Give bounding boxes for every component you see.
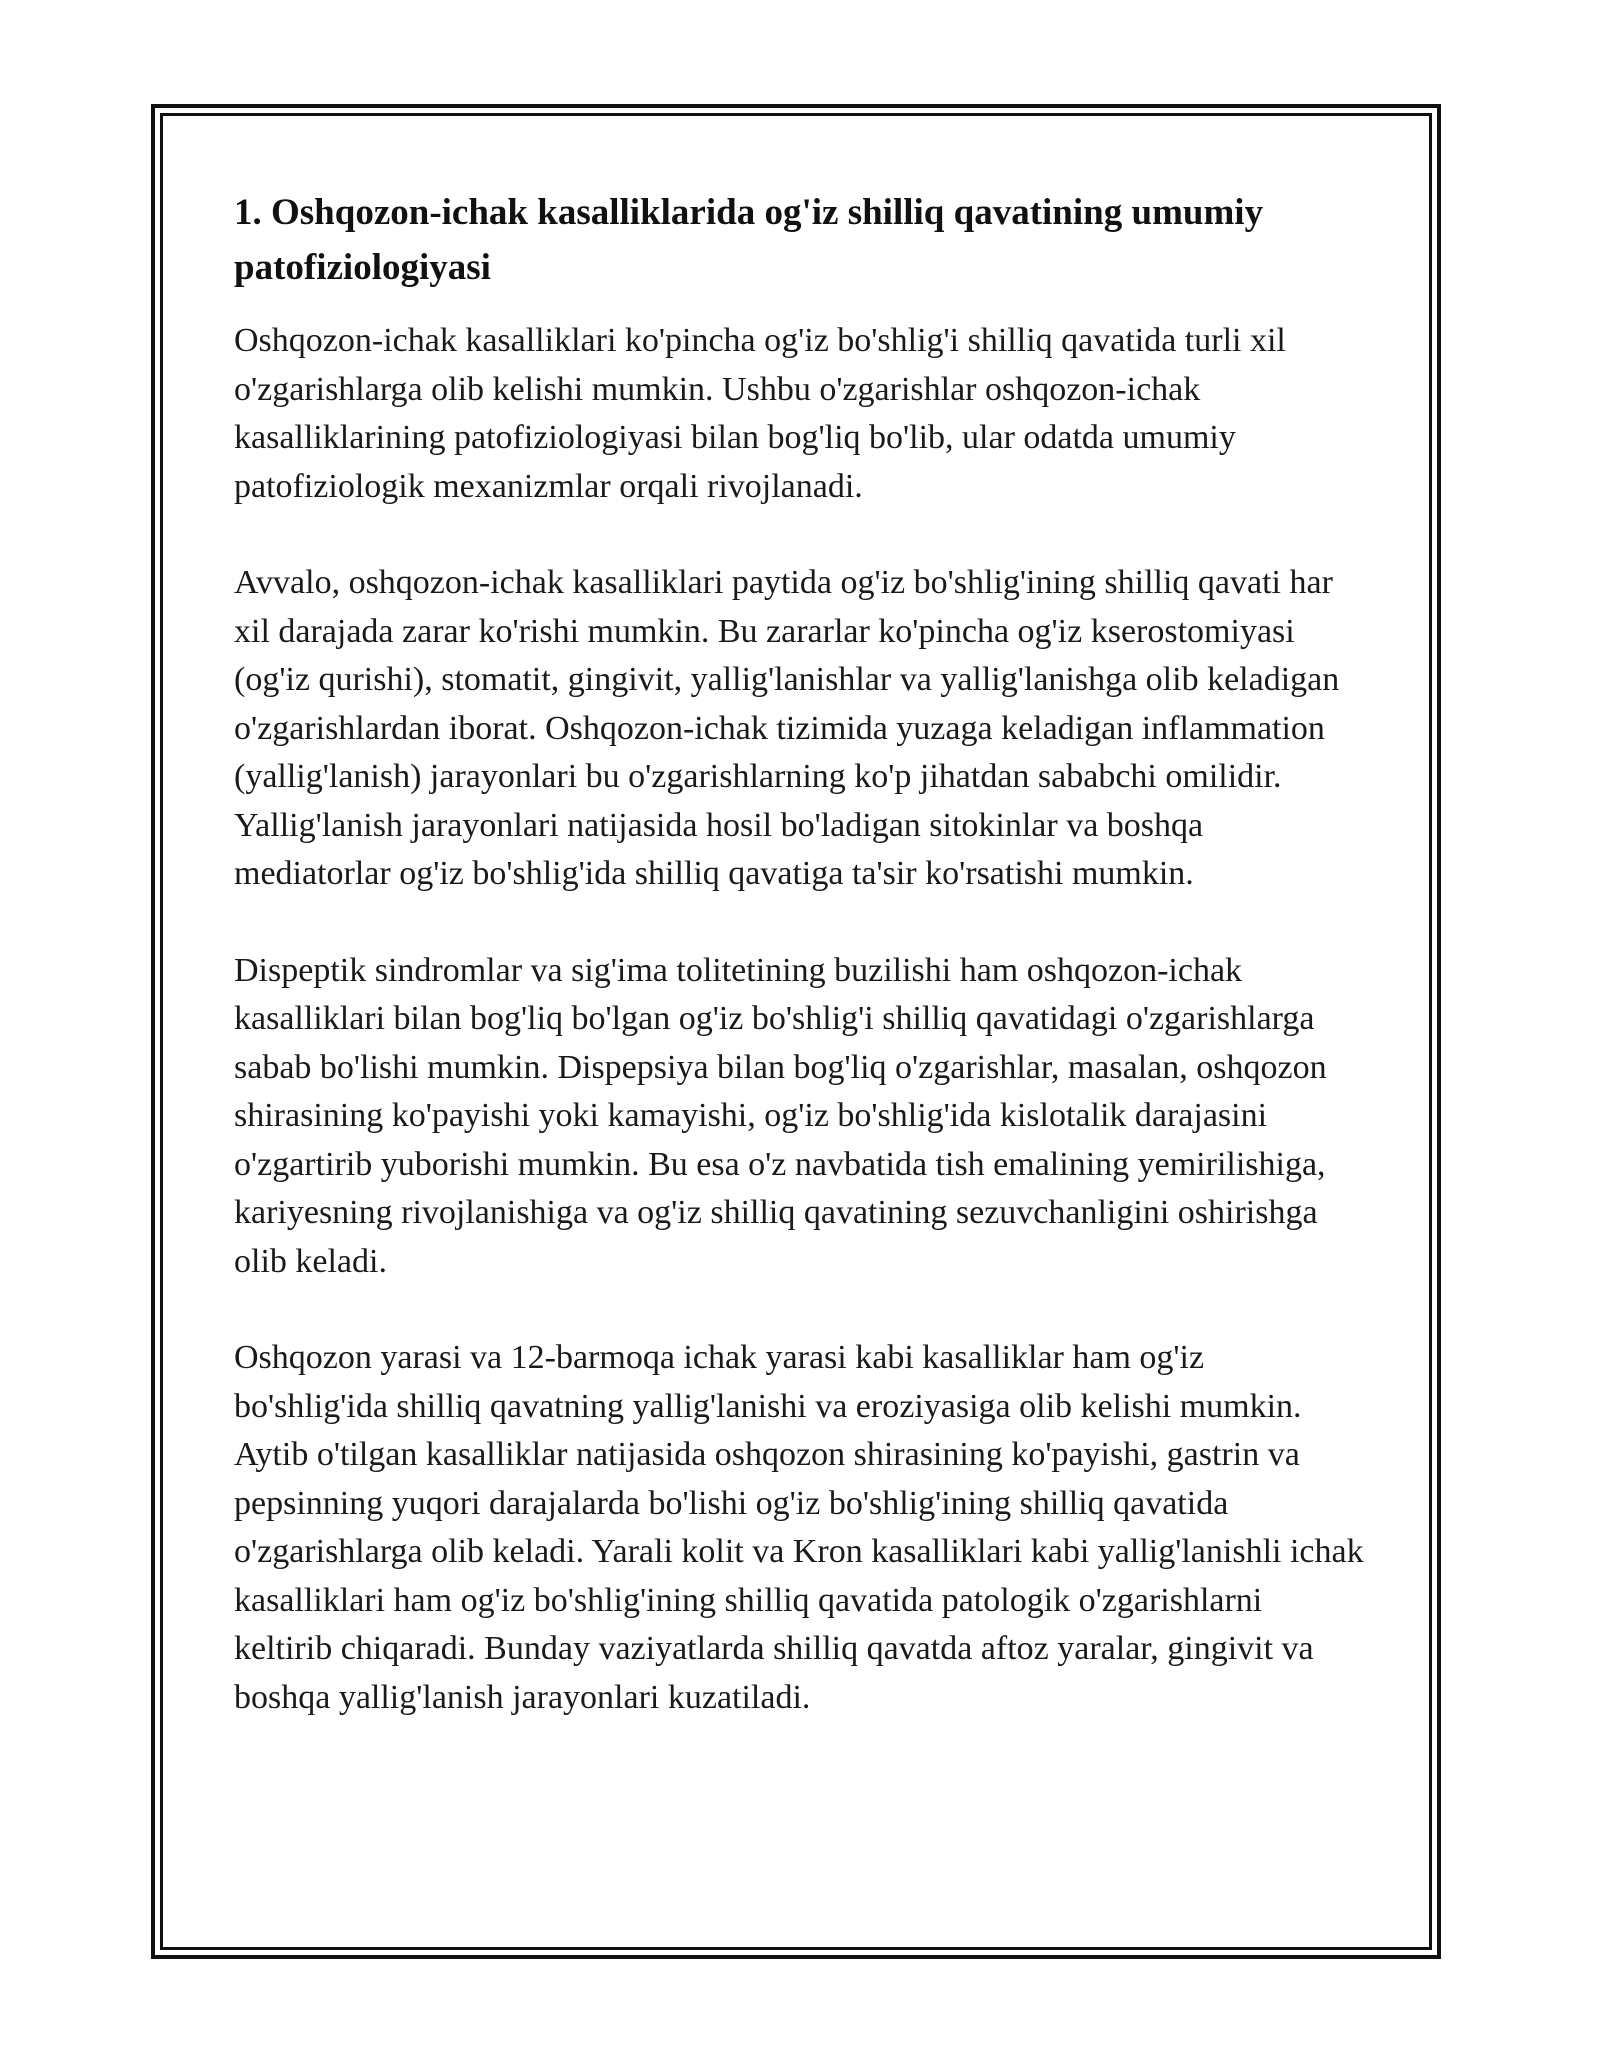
- section-heading: 1. Oshqozon-ichak kasalliklarida og'iz shilliq qavatining umumiy patofiziologiyasi: [234, 192, 1264, 288]
- paragraph-ulcer-diseases: Oshqozon yarasi va 12-barmoqa ichak yarasi kabi kasalliklar ham og'iz bo'shlig'ida shilliq qavatning yallig'lanishi va eroziyasiga olib kelishi mumkin. Aytib o'tilgan kasalliklar natijasida oshqozon shirasining ko'payishi, gastrin va pepsinning yuqori darajalarda bo'lishi og'iz bo'shlig'ining shilliq qavatida o'zgarishlarga olib keladi. Yarali kolit va Kron kasalliklari kabi yallig'lanishli ichak kasalliklari ham og'iz bo'shlig'ining shilliq qavatida patologik o'zgarishlarni keltirib chiqaradi. Bunday vaziyatlarda shilliq qavatda aftoz yaralar, gingivit va boshqa yallig'lanish jarayonlari kuzatiladi.: [234, 1339, 1364, 1716]
- paragraph-intro: Oshqozon-ichak kasalliklari ko'pincha og'iz bo'shlig'i shilliq qavatida turli xil o'zgarishlarga olib kelishi mumkin. Ushbu o'zgarishlar oshqozon-ichak kasalliklarining patofiziologiyasi bilan bog'liq bo'lib, ular odatda umumiy patofiziologik mexanizmlar orqali rivojlanadi.: [234, 322, 1286, 505]
- document-body: [234, 185, 1364, 1770]
- paragraph-dyspepsia: Dispeptik sindromlar va sig'ima tolitetining buzilishi ham oshqozon-ichak kasalliklari bilan bog'liq bo'lgan og'iz bo'shlig'i shilliq qavatidagi o'zgarishlarga sabab bo'lishi mumkin. Dispepsiya bilan bog'liq o'zgarishlar, masalan, oshqozon shirasining ko'payishi yoki kamayishi, og'iz bo'shlig'ida kislotalik darajasini o'zgartirib yuborishi mumkin. Bu esa o'z navbatida tish emalining yemirilishiga, kariyesning rivojlanishiga va og'iz shilliq qavatining sezuvchanligini oshirishga olib keladi.: [234, 951, 1327, 1280]
- paragraph-mucosa-damage: Avvalo, oshqozon-ichak kasalliklari paytida og'iz bo'shlig'ining shilliq qavati har xil darajada zarar ko'rishi mumkin. Bu zararlar ko'pincha og'iz kserostomiyasi (og'iz qurishi), stomatit, gingivit, yallig'lanishlar va yallig'lanishga olib keladigan o'zgarishlardan iborat. Oshqozon-ichak tizimida yuzaga keladigan inflammation (yallig'lanish) jarayonlari bu o'zgarishlarning ko'p jihatdan sababchi omilidir. Yallig'lanish jarayonlari natijasida hosil bo'ladigan sitokinlar va boshqa mediatorlar og'iz bo'shlig'ida shilliq qavatiga ta'sir ko'rsatishi mumkin.: [234, 564, 1340, 892]
